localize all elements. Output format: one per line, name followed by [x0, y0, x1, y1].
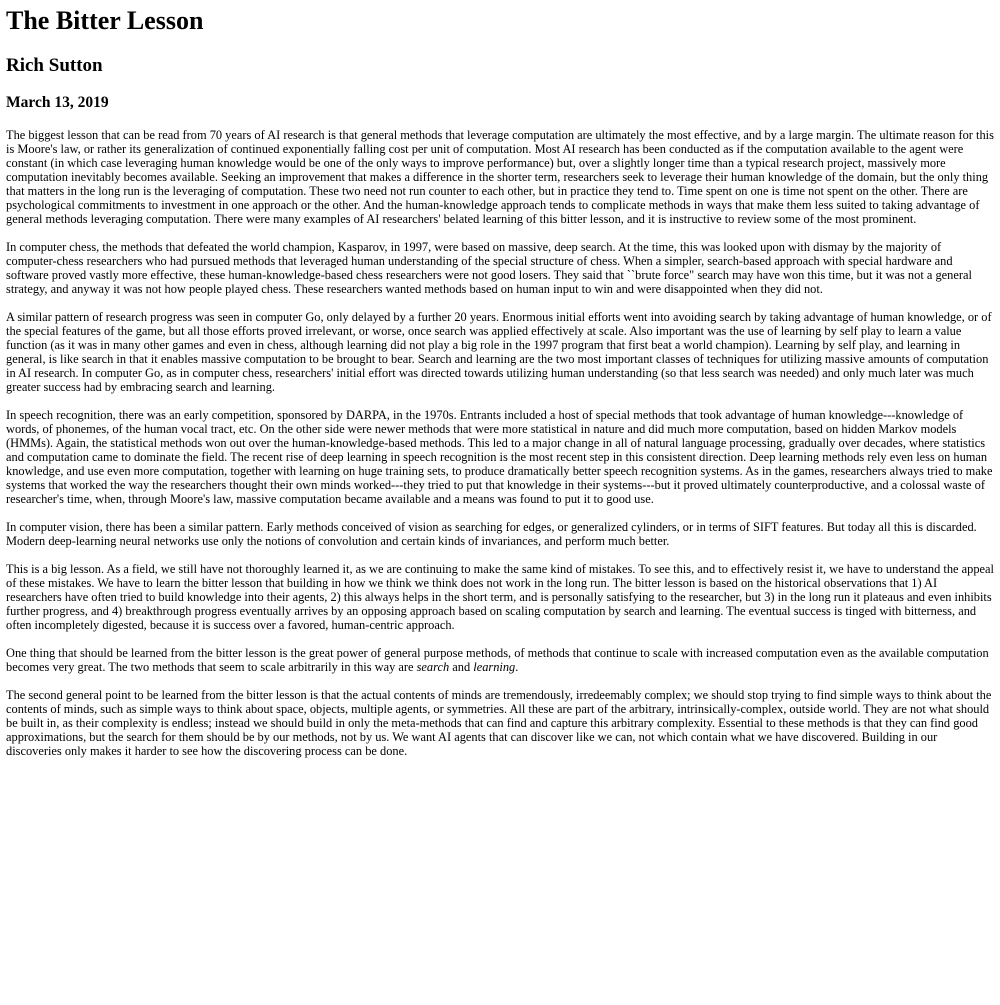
paragraph-7-and: and — [449, 660, 474, 674]
paragraph-6: This is a big lesson. As a field, we still have not thoroughly learned it, as we are continuing to make the same kind of mistakes. To see this, and to effectively resist it, we have to understand the appeal of these mistakes. We have to learn the bitter lesson that building in how we think we think does not work in the long run. The bitter lesson is based on the historical observations that 1) AI researchers have often tried to build knowledge into their agents, 2) this always helps in the short term, and is personally satisfying to the researcher, but 3) in the long run it plateaus and even inhibits further progress, and 4) breakthrough progress eventually arrives by an opposing approach based on scaling computation by search and learning. The eventual success is tinged with bitterness, and often incompletely digested, because it is success over a favored, human-centric approach. — [6, 562, 994, 632]
paragraph-7-end: . — [515, 660, 519, 674]
paragraph-2: In computer chess, the methods that defeated the world champion, Kasparov, in 1997, were based on massive, deep search. At the time, this was looked upon with dismay by the majority of computer-chess researchers who had pursued methods that leveraged human understanding of the special structure of chess. When a simpler, search-based approach with special hardware and software proved vastly more effective, these human-knowledge-based chess researchers were not good losers. They said that ``brute force" search may have won this time, but it was not a general strategy, and anyway it was not how people played chess. These researchers wanted methods based on human input to win and were disappointed when they did not. — [6, 240, 972, 296]
paragraph-8: The second general point to be learned from the bitter lesson is that the actual contents of minds are tremendously, irredeemably complex; we should stop trying to find simple ways to think about the contents of minds, such as simple ways to think about space, objects, multiple agents, or symmetries. All these are part of the arbitrary, intrinsically-complex, outside world. They are not what should be built in, as their complexity is endless; instead we should build in only the meta-methods that can find and capture this arbitrary complexity. Essential to these methods is that they can find good approximations, but the search for them should be by our methods, not by us. We want AI agents that can discover like we can, not which contain what we have discovered. Building in our discoveries only makes it harder to see how the discovering process can be done. — [6, 688, 992, 758]
paragraph-7-text: One thing that should be learned from the bitter lesson is the great power of general purpose methods, of methods that continue to scale with increased computation even as the available computation becomes very great. The two methods that seem to scale arbitrarily in this way are — [6, 646, 989, 674]
paragraph-7 — [6, 646, 994, 674]
emphasis-learning: learning — [473, 660, 516, 674]
paragraph-5: In computer vision, there has been a similar pattern. Early methods conceived of vision as searching for edges, or generalized cylinders, or in terms of SIFT features. But today all this is discarded. Modern deep-learning neural networks use only the notions of convolution and certain kinds of invariances, and perform much better. — [6, 520, 977, 548]
article — [0, 5, 1000, 758]
paragraph-3: A similar pattern of research progress was seen in computer Go, only delayed by a further 20 years. Enormous initial efforts went into avoiding search by taking advantage of human knowledge, or of the special features of the game, but all those efforts proved irrelevant, or worse, once search was applied effectively at scale. Also important was the use of learning by self play to learn a value function (as it was in many other games and even in chess, although learning did not play a big role in the 1997 program that first beat a world champion). Learning by self play, and learning in general, is like search in that it enables massive computation to be brought to bear. Search and learning are the two most important classes of techniques for utilizing massive amounts of computation in AI research. In computer Go, as in computer chess, researchers' initial effort was directed towards utilizing human understanding (so that less search was needed) and only much later was much greater success had by embracing search and learning. — [6, 310, 992, 394]
paragraph-1: The biggest lesson that can be read from 70 years of AI research is that general methods that leverage computation are ultimately the most effective, and by a large margin. The ultimate reason for this is Moore's law, or rather its generalization of continued exponentially falling cost per unit of computation. Most AI research has been conducted as if the computation available to the agent were constant (in which case leveraging human knowledge would be one of the only ways to improve performance) but, over a slightly longer time than a typical research project, massively more computation inevitably becomes available. Seeking an improvement that makes a difference in the shorter term, researchers seek to leverage their human knowledge of the domain, but the only thing that matters in the long run is the leveraging of computation. These two need not run counter to each other, but in practice they tend to. Time spent on one is time not spent on the other. There are psychological commitments to investment in one approach or the other. And the human-knowledge approach tends to complicate methods in ways that make them less suited to taking advantage of general methods leveraging computation. There were many examples of AI researchers' belated learning of this bitter lesson, and it is instructive to review some of the most prominent. — [6, 128, 994, 226]
page-title: The Bitter Lesson — [6, 6, 204, 35]
author-name: Rich Sutton — [6, 55, 103, 76]
publication-date: March 13, 2019 — [6, 94, 109, 111]
emphasis-search: search — [416, 660, 450, 674]
paragraph-4: In speech recognition, there was an early competition, sponsored by DARPA, in the 1970s. Entrants included a host of special methods that took advantage of human knowledge---knowledge of words, of phonemes, of the human vocal tract, etc. On the other side were newer methods that were more statistical in nature and did much more computation, based on hidden Markov models (HMMs). Again, the statistical methods won out over the human-knowledge-based methods. This led to a major change in all of natural language processing, gradually over decades, where statistics and computation came to dominate the field. The recent rise of deep learning in speech recognition is the most recent step in this consistent direction. Deep learning methods rely even less on human knowledge, and use even more computation, together with learning on huge training sets, to produce dramatically better speech recognition systems. As in the games, researchers always tried to make systems that worked the way the researchers thought their own minds worked---they tried to put that knowledge in their systems---but it proved ultimately counterproductive, and a colossal waste of researcher's time, when, through Moore's law, massive computation became available and a means was found to put it to good use. — [6, 408, 993, 506]
